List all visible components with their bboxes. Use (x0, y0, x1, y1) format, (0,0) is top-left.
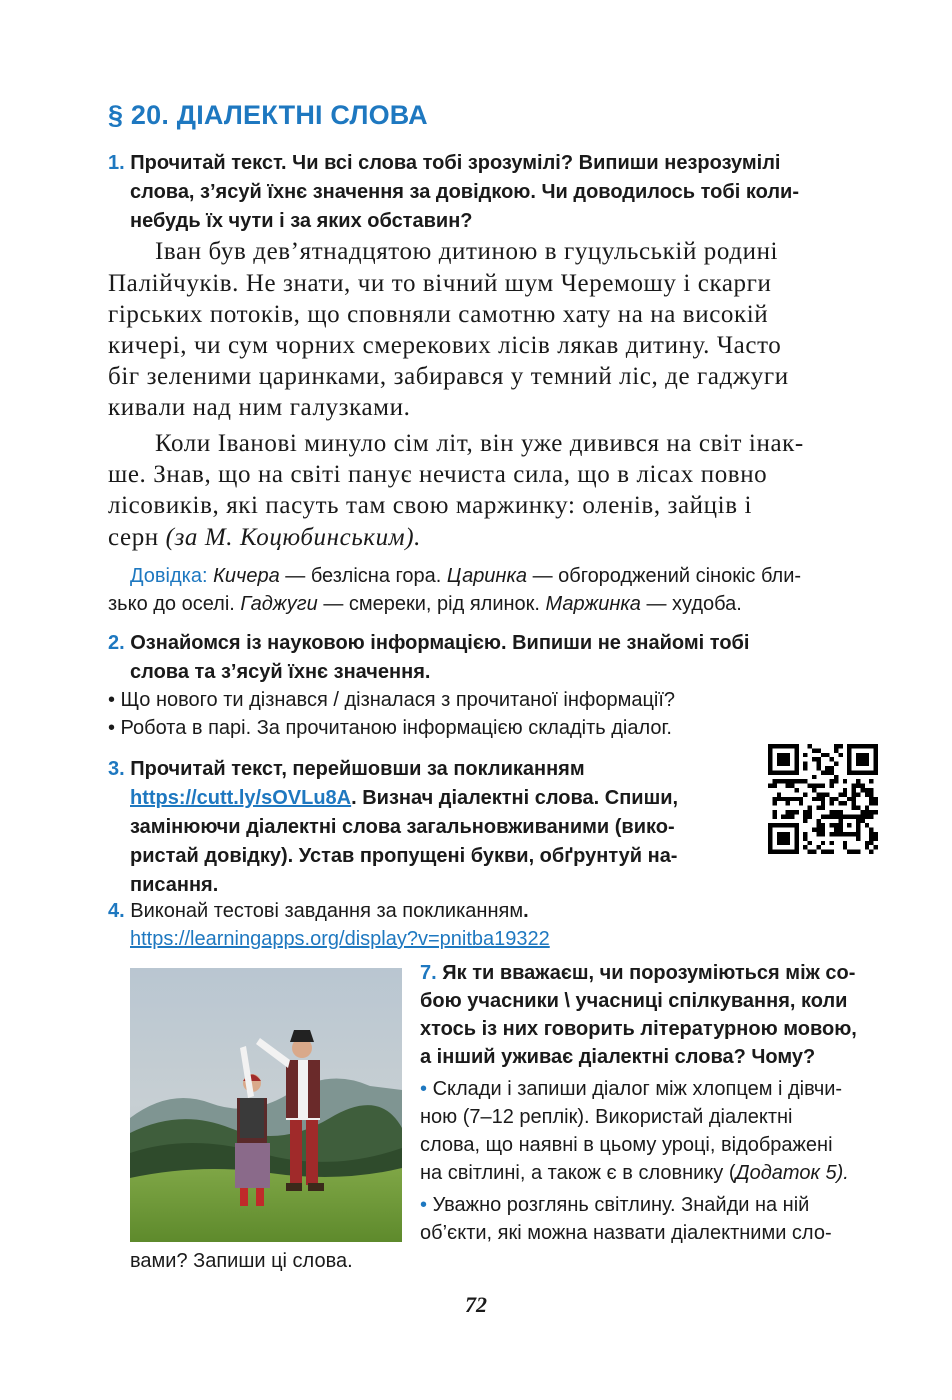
glossary-word-marzhynka: Маржинка (545, 593, 641, 615)
task3-number: 3. (108, 758, 125, 780)
task1-text-1: Прочитай текст. Чи всі слова тобі зрозумілі? Випиши незрозумілі (130, 152, 781, 174)
task2-line-1 (108, 632, 749, 655)
glossary-line-2 (108, 593, 742, 616)
task2-line-2: слова та з’ясуй їхнє значення. (130, 661, 431, 683)
text-line-10 (108, 524, 421, 552)
task2-bullet-2: • Робота в парі. За прочитаною інформацією складіть діалог. (108, 717, 672, 739)
page-number: 72 (465, 1292, 487, 1317)
task3-link[interactable]: https://cutt.ly/sOVLu8A (130, 787, 352, 809)
task2-bullet-1: • Що нового ти дізнався / дізналася з прочитаної інформації? (108, 689, 676, 711)
glossary-def-tsarynka-cont: зько до оселі. (108, 593, 241, 615)
glossary-word-hadzhuhy: Гаджуги (240, 593, 318, 615)
task1-number: 1. (108, 152, 125, 174)
task7-b1-line-3: слова, що наявні в цьому уроці, відображені (420, 1134, 833, 1156)
task7-line-1 (420, 962, 855, 985)
task7-b2-line-1 (420, 1194, 809, 1217)
task7-bullet-1: • (420, 1078, 428, 1100)
task4-text: Виконай тестові завдання за покликанням (130, 900, 524, 922)
glossary-def-kychera: — безлісна гора. (279, 565, 447, 587)
task7-number: 7. (420, 962, 437, 984)
text-line-3: гірських потоків, що сповняли самотню хату на на високій (108, 301, 769, 328)
qr-code[interactable] (768, 744, 878, 854)
text-line-4: кичері, чи сум чорних смерекових лісів лякав дитину. Часто (108, 332, 782, 359)
task2-text-1: Ознайомся із науковою інформацією. Випиши не знайомі тобі (130, 632, 750, 654)
task3-text-2: . Визнач діалектні слова. Спиши, (351, 787, 679, 809)
glossary-word-kychera: Кичера (213, 565, 280, 587)
text-line-5: біг зеленими царинками, забирався у темний ліс, де гаджуги (108, 363, 789, 390)
task7-b1-text-4: на світлині, а також є в словнику ( (420, 1162, 736, 1184)
task7-bullet-2: • (420, 1194, 428, 1216)
task7-b1-line-2: ною (7–12 реплік). Використай діалектні (420, 1106, 793, 1128)
photo-illustration (130, 968, 402, 1242)
glossary-word-tsarynka: Царинка (446, 565, 528, 587)
task7-b2-line-2: об’єкти, які можна назвати діалектними сло- (420, 1222, 832, 1244)
hutsul-couple-photo (130, 968, 402, 1242)
text-line-9: лісовиків, які пасуть там свою маржинку: оленів, зайців і (108, 492, 752, 519)
glossary-def-tsarynka: — обгороджений сінокіс бли- (527, 565, 802, 587)
task7-line-4: а інший уживає діалектні слова? Чому? (420, 1046, 816, 1068)
task7-b2-text-1: Уважно розглянь світлину. Знайди на ній (432, 1194, 810, 1216)
task3-text-1: Прочитай текст, перейшовши за покликанням (130, 758, 585, 780)
task2-number: 2. (108, 632, 125, 654)
task4-link[interactable]: https://learningapps.org/display?v=pnitba19322 (130, 928, 550, 950)
task4-line-1 (108, 900, 529, 923)
task1-line-2: слова, з’ясуй їхнє значення за довідкою. Чи доводилось тобі коли- (130, 181, 799, 203)
task3-line-5: писання. (130, 874, 219, 896)
task1-line-3: небудь їх чути і за яких обставин? (130, 210, 473, 232)
task7-b1-line-4 (420, 1162, 849, 1185)
glossary-label: Довідка: (130, 565, 208, 587)
text-last-word: серн (108, 524, 159, 551)
task7-line-2: бою учасники \ учасниці спілкування, коли (420, 990, 848, 1012)
task7-b1-line-1 (420, 1078, 842, 1101)
task7-b2-line-3: вами? Запиши ці слова. (130, 1250, 353, 1272)
task4-line-2 (130, 928, 550, 951)
task3-line-4: ристай довідку). Устав пропущені букви, обґрунтуй на- (130, 845, 678, 867)
section-heading: § 20. ДІАЛЕКТНІ СЛОВА (108, 100, 428, 130)
text-line-7: Коли Іванові минуло сім літ, він уже дивився на світ інак- (155, 430, 804, 457)
task4-dot: . (523, 900, 529, 922)
qr-code-image (768, 744, 878, 854)
text-line-1: Іван був дев’ятнадцятою дитиною в гуцульській родині (155, 238, 779, 265)
task7-text-1: Як ти вважаєш, чи порозуміються між со- (442, 962, 856, 984)
glossary-line-1 (130, 565, 801, 588)
task3-line-2 (130, 787, 678, 810)
text-line-8: ше. Знав, що на світі панує нечиста сила, що в лісах повно (108, 461, 768, 488)
text-source: (за М. Коцюбинським). (165, 524, 422, 551)
glossary-def-hadzhuhy: — смереки, рід ялинок. (317, 593, 546, 615)
task4-number: 4. (108, 900, 125, 922)
glossary-def-marzhynka: — худоба. (640, 593, 742, 615)
task7-b1-text-1: Склади і запиши діалог між хлопцем і дівчи- (432, 1078, 843, 1100)
task3-line-3: замінюючи діалектні слова загальновживаними (вико- (130, 816, 675, 838)
text-line-2: Палійчуків. Не знати, чи то вічний шум Черемошу і скарги (108, 270, 772, 297)
text-line-6: кивали над ним галузками. (108, 394, 411, 421)
task7-line-3: хтось із них говорить літературною мовою, (420, 1018, 857, 1040)
task7-appendix-ref: Додаток 5). (735, 1162, 849, 1184)
task1-line-1 (108, 152, 780, 175)
task3-line-1 (108, 758, 585, 781)
